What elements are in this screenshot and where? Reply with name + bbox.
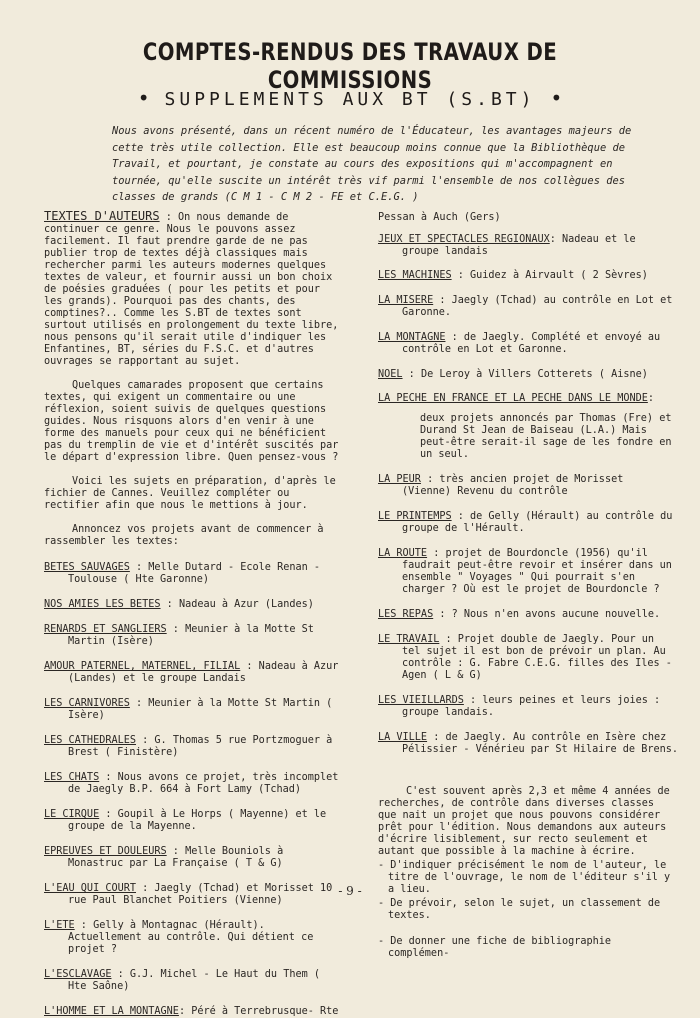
list-item	[44, 809, 342, 833]
subject-text: : leurs peines et leurs joies : groupe landais.	[402, 695, 661, 718]
list-item	[378, 332, 678, 356]
bullet-list	[378, 860, 678, 960]
subtitle-text: SUPPLEMENTS AUX BT (S.BT)	[164, 89, 536, 110]
subject-key: L'ETE	[44, 920, 75, 931]
subject-text: : Gelly à Montagnac (Hérault). Actuellement au contrôle. Qui détient ce projet ?	[68, 920, 314, 955]
subject-key: BETES SAUVAGES	[44, 562, 130, 573]
subject-text: : Jaegly (Tchad) au contrôle en Lot et Garonne.	[402, 295, 673, 318]
subject-key: LE TRAVAIL	[378, 634, 440, 645]
subject-key: L'ESCLAVAGE	[44, 969, 112, 980]
subject-key: LA MONTAGNE	[378, 332, 446, 343]
list-item	[378, 369, 678, 381]
subject-key: LE PRINTEMPS	[378, 511, 452, 522]
subject-key: LES MACHINES	[378, 270, 452, 281]
bullet-item: - De donner une fiche de bibliographie complémen-	[378, 936, 612, 959]
list-item	[378, 511, 678, 535]
subject-text: : projet de Bourdoncle (1956) qu'il faudrait peut-être revoir et insérer dans un ensemble " Voyages " Qui pourrait s'en charger ? Où est le projet de Bourdoncle ?	[402, 548, 672, 595]
section-heading: TEXTES D'AUTEURS	[44, 209, 160, 223]
textes-auteurs-paragraph	[44, 210, 342, 368]
subject-key: LES CHATS	[44, 772, 100, 783]
list-item	[378, 270, 678, 282]
list-item	[378, 609, 678, 621]
list-item	[378, 295, 678, 319]
page-subtitle	[0, 86, 700, 110]
subject-text: : de Gelly (Hérault) au contrôle du groupe de l'Hérault.	[402, 511, 673, 534]
subject-text: : Guidez à Airvault ( 2 Sèvres)	[451, 270, 648, 281]
list-item	[44, 920, 342, 956]
list-item	[44, 698, 342, 722]
subject-key: L'EAU QUI COURT	[44, 883, 137, 894]
subject-key: LA ROUTE	[378, 548, 428, 559]
subject-text: : Melle Dutard - Ecole Renan - Toulouse ( Hte Garonne)	[68, 562, 321, 585]
subject-text: : Jaegly (Tchad) et Morisset 10 rue Paul Blanchet Poitiers (Vienne)	[68, 883, 333, 906]
subject-key: EPREUVES ET DOULEURS	[44, 846, 167, 857]
subject-key: LA PEUR	[378, 474, 421, 485]
subject-key: LA VILLE	[378, 732, 428, 743]
list-item	[378, 474, 678, 498]
subject-key: NOEL	[378, 369, 403, 380]
subject-key: LE CIRQUE	[44, 809, 100, 820]
list-item	[44, 969, 342, 993]
bullet-item: - De prévoir, selon le sujet, un classement de textes.	[378, 898, 661, 921]
subject-list-left	[44, 562, 342, 1018]
list-item	[44, 599, 342, 611]
page-title: COMPTES-RENDUS DES TRAVAUX DE COMMISSIONS	[142, 38, 558, 94]
subject-text: : ? Nous n'en avons aucune nouvelle.	[433, 609, 661, 620]
list-item	[44, 735, 342, 759]
subject-text: : Goupil à Le Horps ( Mayenne) et le groupe de la Mayenne.	[68, 809, 327, 832]
list-item	[378, 234, 678, 258]
subject-text: : très ancien projet de Morisset (Vienne) Revenu du contrôle	[402, 474, 624, 497]
list-item	[378, 695, 678, 719]
subject-text: : Nous avons ce projet, très incomplet de Jaegly B.P. 664 à Fort Lamy (Tchad)	[68, 772, 339, 795]
subject-text: :	[647, 393, 655, 404]
subject-key: LES CATHEDRALES	[44, 735, 137, 746]
paragraph-annoncez: Annoncez vos projets avant de commencer à rassembler les textes:	[44, 524, 324, 547]
page-number: - 9 -	[338, 884, 362, 898]
list-item	[378, 393, 678, 405]
list-item	[44, 1006, 342, 1018]
subject-text: : Melle Bouniols à Monastruc par La Française ( T & G)	[68, 846, 284, 869]
paragraph-sujets: Voici les sujets en préparation, d'après le fichier de Cannes. Veuillez compléter ou rectifier afin que nous le mettions à jour.	[44, 476, 336, 511]
subject-key: LES CARNIVORES	[44, 698, 130, 709]
subject-key: RENARDS ET SANGLIERS	[44, 624, 167, 635]
subject-text: deux projets annoncés par Thomas (Fre) et Durand St Jean de Baiseau (L.A.) Mais peut-être serait-il sage de les fondre en un seul.	[420, 413, 672, 460]
subject-text: : Nadeau à Azur (Landes) et le groupe Landais	[68, 661, 339, 684]
list-item	[44, 624, 342, 648]
list-item	[378, 634, 678, 682]
subject-text: : De Leroy à Villers Cotterets ( Aisne)	[402, 369, 648, 380]
list-item	[378, 413, 678, 461]
closing-paragraph: C'est souvent après 2,3 et même 4 années de recherches, de contrôle dans diverses classes que nait un projet que nous pouvons considérer prêt pour l'édition. Nous demandons aux auteurs d'écrire lisiblement, sur recto seulement et autant que possible à la machine à écrire.	[378, 786, 670, 857]
subject-text: : G.J. Michel - Le Haut du Them ( Hte Saône)	[68, 969, 321, 992]
list-item	[44, 661, 342, 685]
bullet-left-icon: •	[137, 86, 150, 110]
subject-key: LA MISERE	[378, 295, 434, 306]
subject-text: : Meunier à la Motte St Martin (Isère)	[68, 624, 314, 647]
subject-key: NOS AMIES LES BETES	[44, 599, 161, 610]
subject-key: AMOUR PATERNEL, MATERNEL, FILIAL	[44, 661, 241, 672]
subject-list-right	[378, 234, 678, 756]
subject-key: LES VIEILLARDS	[378, 695, 464, 706]
bullet-right-icon: •	[550, 86, 563, 110]
bullet-item: - D'indiquer précisément le nom de l'auteur, le titre de l'ouvrage, le nom de l'éditeur s'il y a lieu.	[378, 860, 671, 895]
subject-text: : de Jaegly. Au contrôle en Isère chez Pélissier - Vénérieu par St Hilaire de Brens.	[402, 732, 679, 755]
list-item	[44, 772, 342, 796]
list-item	[378, 548, 678, 596]
right-column	[378, 212, 678, 960]
subject-text: : de Jaegly. Complété et envoyé au contrôle en Lot et Garonne.	[402, 332, 661, 355]
intro-paragraph: Nous avons présenté, dans un récent numéro de l'Éducateur, les avantages majeurs de cette très utile collection. Elle est beaucoup moins connue que la Bibliothèque de Travail, et pourtant, je constate au cours des expositions qui m'accompagnent en tournée, qu'elle suscite un intérêt très vif parmi l'ensemble de nos collègues des classes de grands (C M 1 - C M 2 - FE et C.E.G. )	[112, 125, 632, 203]
subject-key: LES REPAS	[378, 609, 434, 620]
subject-text: : Nadeau et le groupe landais	[402, 234, 636, 257]
subject-text: : Meunier à la Motte St Martin ( Isère)	[68, 698, 333, 721]
list-item	[44, 562, 342, 586]
paragraph-questions: Quelques camarades proposent que certains textes, qui exigent un commentaire ou une réflexion, soient suivis de quelques questions guides. Nous risquons alors d'en venir à une forme des manuels pour ceux qui ne bénéficient pas du tremplin de vie et d'intérêt suscités par le départ d'expression libre. Quen pensez-vous ?	[44, 380, 339, 463]
continued-line: Pessan à Auch (Gers)	[378, 212, 501, 223]
list-item	[44, 846, 342, 870]
section-heading-text: : On nous demande de continuer ce genre. Nous le pouvons assez facilement. Il faut prendre garde de ne pas publier trop de textes déjà classiques mais rechercher parmi les auteurs modernes quelques textes de valeur, et fournir aussi un bon choix de poésies graduées ( pour les petits et pour les grands). Pourquoi pas des chants, des comptines?.. Comme les S.BT de textes sont surtout utilisés en prolongement du texte libre, nous pensons qu'il serait utile d'indiquer les Enfantines, BT, séries du F.S.C. et d'autres ouvrages se rapportant au sujet.	[44, 212, 339, 367]
subject-text: : Projet double de Jaegly. Pour un tel sujet il est bon de prévoir un plan. Au contrôle : G. Fabre C.E.G. filles des Iles - Agen ( L & G)	[402, 634, 672, 681]
subject-key: LA PECHE EN FRANCE ET LA PECHE DANS LE MONDE	[378, 393, 648, 404]
subject-text: : G. Thomas 5 rue Portzmoguer à Brest ( Finistère)	[68, 735, 333, 758]
subject-key: L'HOMME ET LA MONTAGNE	[44, 1006, 179, 1017]
list-item	[378, 732, 678, 756]
subject-key: JEUX ET SPECTACLES REGIONAUX	[378, 234, 550, 245]
subject-text: : Nadeau à Azur (Landes)	[160, 599, 314, 610]
subject-text: : Péré à Terrebrusque- Rte	[178, 1006, 339, 1017]
